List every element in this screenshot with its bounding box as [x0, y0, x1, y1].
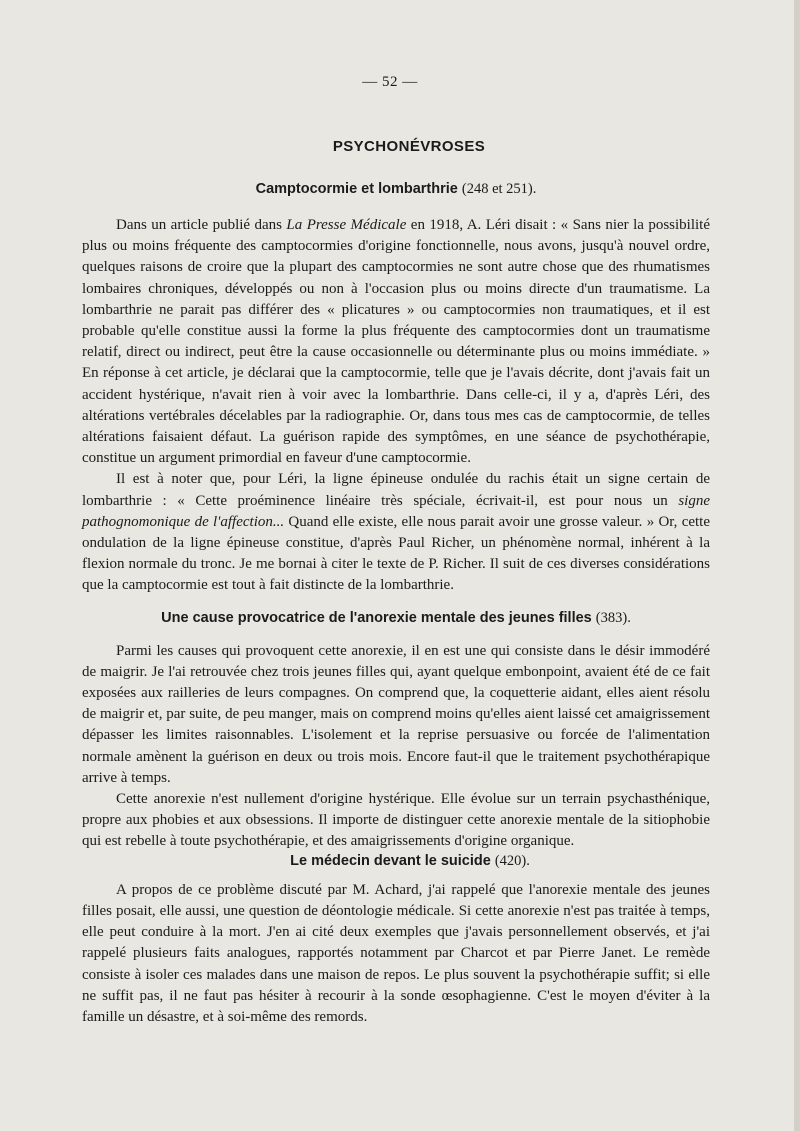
section-heading-text: Une cause provocatrice de l'anorexie mentale des jeunes filles — [161, 609, 592, 626]
page-edge-shadow — [794, 0, 800, 1131]
paragraph — [82, 215, 710, 469]
page-content — [82, 138, 710, 1028]
section-heading-text: Le médecin devant le suicide — [290, 852, 491, 869]
paragraph — [82, 469, 710, 596]
section-heading-camptocormie — [82, 181, 710, 198]
section-reference: (248 et 251). — [461, 181, 537, 197]
paragraph-text: Il est à noter que, pour Léri, la ligne épineuse ondulée du rachis était un signe certain de lombarthrie : « Cette proéminence linéaire très spéciale, écrivait-il, est pour nous un — [82, 471, 710, 509]
paragraph — [82, 880, 710, 1028]
section-reference: (383). — [595, 609, 631, 626]
paragraph-text: A propos de ce problème discuté par M. Achard, j'ai rappelé que l'anorexie mentale des jeunes filles posait, elle aussi, une question de déontologie médicale. Si cette anorexie n'est pas traitée à temps, elle peut conduire à la mort. J'en ai cité deux exemples que j'avais personnellement observés, et j'ai rappelé plusieurs faits analogues, rapportés notamment par Charcot et par Pierre Janet. Le remède consiste à isoler ces malades dans une maison de repos. Le plus souvent la psychothérapie suffit; si elle ne suffit pas, il ne faut pas hésiter à recourir à la sonde œsophagienne. C'est le moyen d'éviter à la famille un désastre, et à soi-même des remords. — [82, 881, 710, 1025]
paragraph — [82, 789, 710, 853]
section-heading-text: Camptocormie et lombarthrie — [255, 181, 458, 197]
italic-text: signe pathognomonique de l'affection... — [82, 492, 710, 530]
italic-text: La Presse Médicale — [286, 217, 407, 233]
paragraph-text: Cette anorexie n'est nullement d'origine hystérique. Elle évolue sur un terrain psychasthénique, propre aux phobies et aux obsessions. Il importe de distinguer cette anorexie mentale de la sitiophobie qui est rebelle à toute psychothérapie, et des amaigrissements d'origine organique. — [82, 791, 710, 850]
paragraph-text: Dans un article publié dans — [116, 217, 287, 233]
paragraph-text: en 1918, A. Léri disait : « Sans nier la possibilité plus ou moins fréquente des camptocormies d'origine fonctionnelle, nous avons, jusqu'à nouvel ordre, quelques raisons de croire que la plupart des camptocormies ne sont autre chose que des rhumatismes lombaires chroniques, développés ou non à l'occasion plus ou moins directe d'un traumatisme. La lombarthrie ne parait pas différer des « plicatures » ou camptocormies non traumatiques, et il est probable qu'elle constitue aussi la forme la plus fréquente des camptocormies dont un traumatisme relatif, direct ou indirect, peut être la cause occasionnelle ou déterminante plus ou moins immédiate. » En réponse à cet article, je déclarai que la camptocormie, telle que je l'avais décrite, dont j'avais fait un accident hystérique, n'avait rien à voir avec la lombarthrie. Dans celle-ci, il y a, d'après Léri, des altérations vertébrales décelables par la radiographie. Or, dans tous mes cas de camptocormie, de telles altérations faisaient défaut. La guérison rapide des symptômes, en une séance de psychothérapie, constitue un argument primordial en faveur d'une camptocormie. — [82, 217, 710, 467]
paragraph-text: Quand elle existe, elle nous parait avoir une grosse valeur. » Or, cette ondulation de la ligne épineuse constitue, d'après Paul Richer, un phénomène normal, inhérent à la flexion normale du tronc. Je me bornai à citer le texte de P. Richer. Il suit de ces diverses considérations que la camptocormie est tout à fait distincte de la lombarthrie. — [82, 513, 710, 594]
chapter-title: PSYCHONÉVROSES — [332, 138, 486, 155]
page-number: — 52 — — [362, 74, 418, 90]
section-reference: (420). — [494, 852, 530, 869]
section-heading-suicide — [82, 853, 710, 870]
section-heading-anorexie — [82, 610, 710, 627]
paragraph — [82, 641, 710, 789]
paragraph-text: Parmi les causes qui provoquent cette anorexie, il en est une qui consiste dans le désir immodéré de maigrir. Je l'ai retrouvée chez trois jeunes filles qui, ayant quelque embonpoint, avaient été de ce fait exposées aux railleries de leurs compagnes. On comprend que, la coquetterie aidant, elles aient résolu de maigrir et, par suite, de peu manger, mais on comprend moins qu'elles aient laissé cet amaigrissement dépasser les limites raisonnables. L'isolement et la reprise persuasive ou forcée de l'alimentation normale amènent la guérison en deux ou trois mois. Encore faut-il que le traitement psychothérapique arrive à temps. — [82, 642, 710, 786]
